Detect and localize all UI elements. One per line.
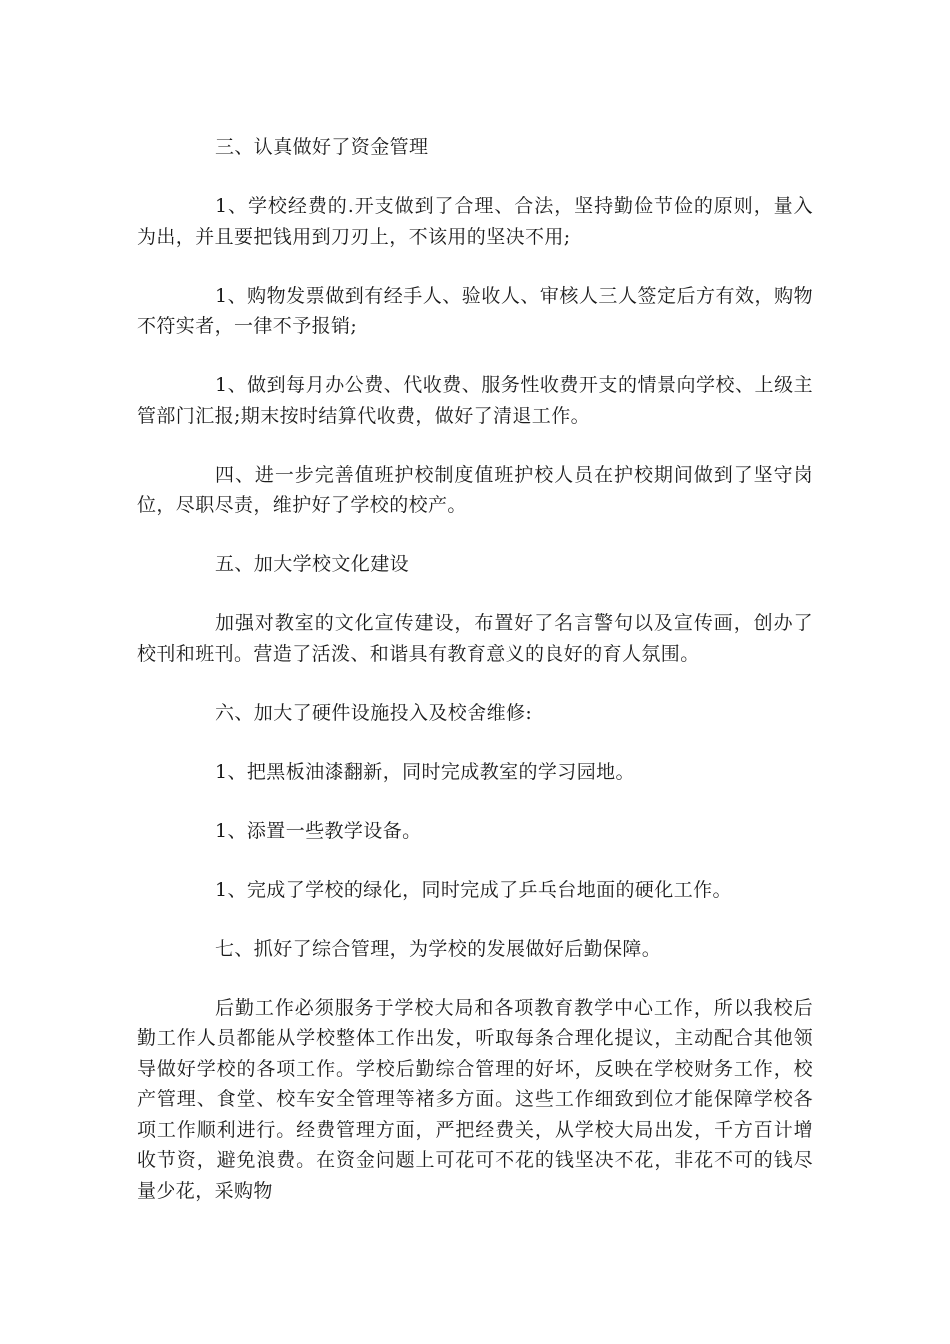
paragraph-fund-expense: 1、学校经费的.开支做到了合理、合法，坚持勤俭节俭的原则，量入为出，并且要把钱用到刀刃上，不该用的坚决不用; [137,195,813,248]
paragraph-invoice: 1、购物发票做到有经手人、验收人、审核人三人签定后方有效，购物不符实者，一律不予报销; [137,284,813,337]
section-heading-five: 五、加大学校文化建设 [215,553,410,575]
paragraph-greening: 1、完成了学校的绿化，同时完成了乒乓台地面的硬化工作。 [215,878,732,901]
section-heading-six: 六、加大了硬件设施投入及校舍维修: [215,701,533,724]
document-body [137,132,813,1235]
paragraph-equipment: 1、添置一些教学设备。 [215,819,422,842]
paragraph-blackboard: 1、把黑板油漆翻新，同时完成教室的学习园地。 [215,760,635,783]
section-heading-three: 三、认真做好了资金管理 [215,136,429,158]
section-heading-seven: 七、抓好了综合管理，为学校的发展做好后勤保障。 [215,937,662,960]
paragraph-culture: 加强对教室的文化宣传建设，布置好了名言警句以及宣传画，创办了校刊和班刊。营造了活泼、和谐具有教育意义的良好的育人氛围。 [137,612,813,665]
section-heading-four: 四、进一步完善值班护校制度值班护校人员在护校期间做到了坚守岗位，尽职尽责，维护好了学校的校产。 [137,463,813,516]
paragraph-logistics: 后勤工作必须服务于学校大局和各项教育教学中心工作，所以我校后勤工作人员都能从学校整体工作出发，听取每条合理化提议，主动配合其他领导做好学校的各项工作。学校后勤综合管理的好坏，反映在学校财务工作，校产管理、食堂、校车安全管理等褚多方面。这些工作细致到位才能保障学校各项工作顺利进行。经费管理方面，严把经费关，从学校大局出发，千方百计增收节资，避免浪费。在资金问题上可花可不花的钱坚决不花，非花不可的钱尽量少花，采购物 [137,996,813,1202]
paragraph-monthly-report: 1、做到每月办公费、代收费、服务性收费开支的情景向学校、上级主管部门汇报;期末按时结算代收费，做好了清退工作。 [137,374,813,427]
